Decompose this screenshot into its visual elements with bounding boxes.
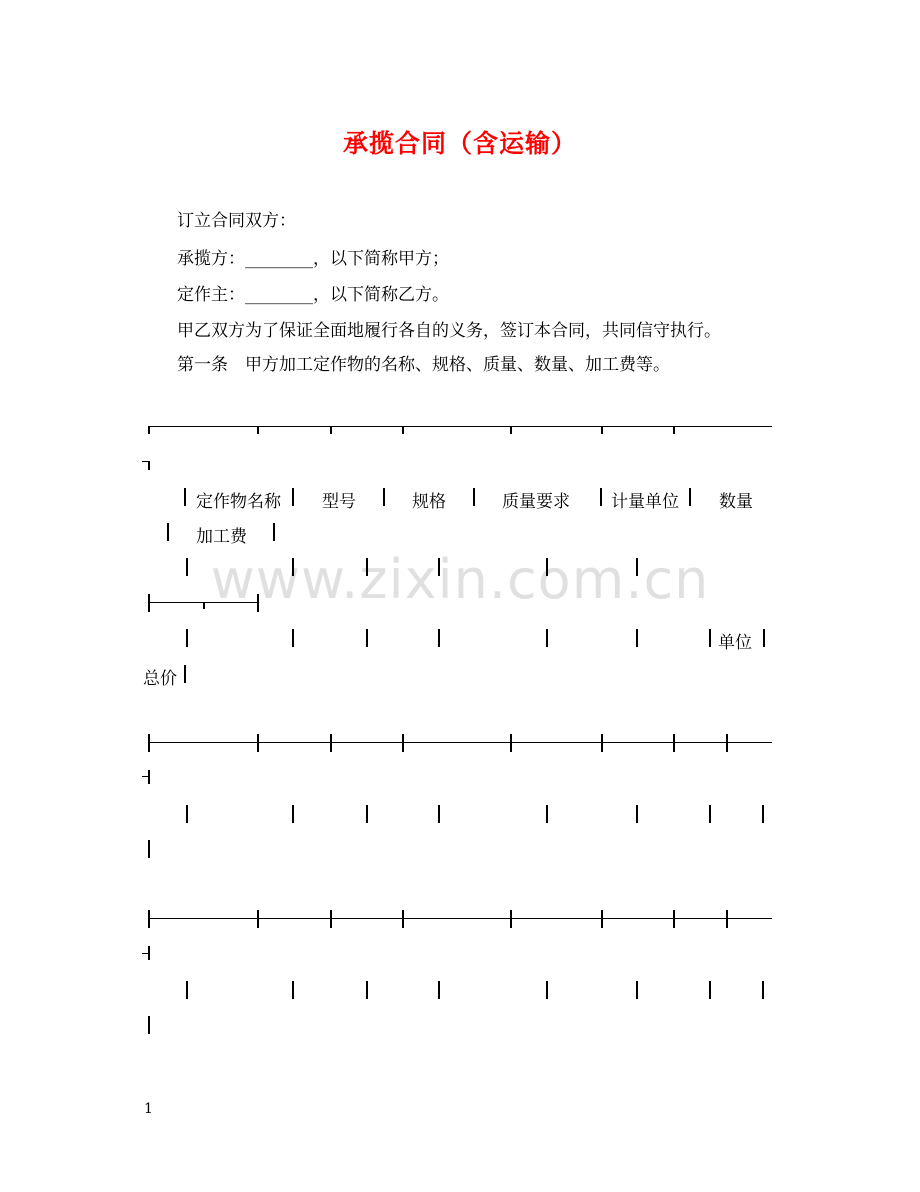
header-total-price: 总价 bbox=[143, 669, 177, 689]
paragraph-article-one: 第一条 甲方加工定作物的名称、规格、质量、数量、加工费等。 bbox=[177, 355, 670, 375]
header-model: 型号 bbox=[322, 492, 356, 512]
header-unit-price: 单位 bbox=[718, 633, 752, 653]
document-title: 承揽合同（含运输） bbox=[342, 129, 577, 158]
paragraph-contractor: 承揽方：________，以下简称甲方； bbox=[177, 249, 449, 269]
paragraph-agreement: 甲乙双方为了保证全面地履行各自的义务，签订本合同，共同信守执行。 bbox=[177, 321, 721, 341]
paragraph-client: 定作主：________，以下简称乙方。 bbox=[177, 285, 449, 305]
header-quantity: 数量 bbox=[719, 492, 753, 512]
header-unit-measure: 计量单位 bbox=[611, 492, 679, 512]
header-item-name: 定作物名称 bbox=[196, 492, 281, 512]
paragraph-parties: 订立合同双方： bbox=[177, 211, 296, 231]
header-quality: 质量要求 bbox=[502, 492, 570, 512]
watermark: www.zixin.com.cn bbox=[210, 548, 710, 611]
header-spec: 规格 bbox=[412, 492, 446, 512]
header-processing-fee: 加工费 bbox=[196, 527, 247, 547]
page-number: 1 bbox=[144, 1101, 153, 1117]
